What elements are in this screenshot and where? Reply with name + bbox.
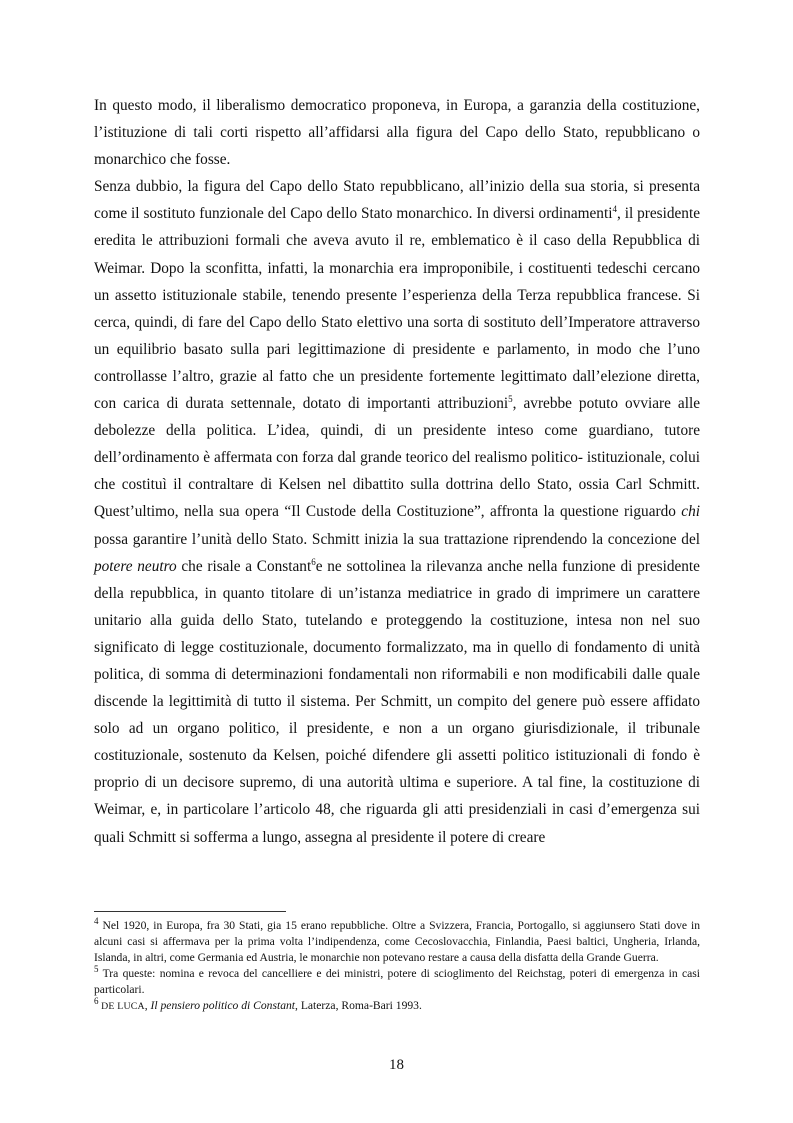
- footnote-text: Tra queste: nomina e revoca del cancelliere e dei ministri, potere di scioglimento del Reichstag, poteri di emergenza in casi particolari.: [94, 966, 700, 996]
- footnote-text: , Laterza, Roma-Bari 1993.: [295, 998, 422, 1012]
- footnote-number: 5: [94, 963, 99, 974]
- paragraph-2-text: possa garantire l’unità dello Stato. Schmitt inizia la sua trattazione riprendendo la concezione del: [94, 530, 700, 548]
- footnote-6: [94, 995, 700, 1015]
- footnote-text: ,: [144, 998, 151, 1012]
- footnote-number: 6: [94, 995, 99, 1006]
- page-number: 18: [389, 1057, 404, 1073]
- footnote-5: [94, 963, 700, 998]
- footnote-text: Nel 1920, in Europa, fra 30 Stati, gia 15 erano repubbliche. Oltre a Svizzera, Francia, Portogallo, si aggiunsero Stati dove in alcuni casi si affermava per la prima volta l’indipendenza, come Cecoslovacchia, Finlandia, Paesi baltici, Ungheria, Irlanda, Islanda, in altri, come Germania ed Austria, le monarchie non potevano restare a causa della disfatta della Grande Guerra.: [94, 919, 700, 964]
- paragraph-2-text: e ne sottolinea la rilevanza anche nella funzione di presidente della repubblica, in quanto titolare di un’istanza mediatrice in grado di imprimere un carattere unitario alla guida dello Stato, tutelando e proteggendo la costituzione, intesa non nel suo significato di legge costituzionale, documento formalizzato, ma in quello di fondamento di unità politica, di somma di determinazioni fondamentali non riformabili e non modificabili dalle quale discende la legittimità di tutto il sistema. Per Schmitt, un compito del genere può essere affidato solo ad un organo politico, il presidente, e non a un organo giurisdizionale, il tribunale costituzionale, sostenuto da Kelsen, poiché difendere gli assetti politico istituzionali di fondo è proprio di un decisore supremo, di una autorità ultima e superiore. A tal fine, la costituzione di Weimar, e, in particolare l’articolo 48, che riguarda gli atti presidenziali in casi d’emergenza sui quali Schmitt si sofferma a lungo, assegna al presidente il potere di creare: [94, 557, 700, 846]
- body-text: [94, 92, 700, 851]
- italic-potere-neutro: potere neutro: [94, 557, 177, 575]
- paragraph-2: [94, 173, 700, 850]
- italic-chi: chi: [681, 503, 700, 521]
- footnote-author: DE LUCA: [98, 1000, 145, 1012]
- footnote-separator: [94, 911, 286, 912]
- paragraph-1: In questo modo, il liberalismo democratico proponeva, in Europa, a garanzia della costituzione, l’istituzione di tali corti rispetto all’affidarsi alla figura del Capo dello Stato, repubblicano o monarchico che fosse.: [94, 97, 700, 169]
- footnote-title: Il pensiero politico di Constant: [150, 998, 296, 1012]
- footnote-4: [94, 918, 700, 966]
- paragraph-2-text: Senza dubbio, la figura del Capo dello Stato repubblicano, all’inizio della sua storia, si presenta come il sostituto funzionale del Capo dello Stato monarchico. In diversi ordinamenti: [94, 178, 700, 223]
- paragraph-2-text: che risale a Constant: [176, 557, 312, 575]
- footnote-ref-5: 5: [508, 393, 513, 404]
- footnote-ref-6: 6: [311, 556, 316, 567]
- paragraph-2-text: , avrebbe potuto ovviare alle debolezze della politica. L’idea, quindi, di un presidente inteso come guardiano, tutore dell’ordinamento è affermata con forza dal grande teorico del realismo politico- istituzionale, colui che costituì il contraltare di Kelsen nel dibattito sulla dottrina dello Stato, ossia Carl Schmitt. Quest’ultimo, nella sua opera “Il Custode della Costituzione”, affronta la questione riguardo: [94, 395, 700, 521]
- footnote-ref-4: 4: [612, 204, 617, 215]
- footnote-number: 4: [94, 916, 99, 927]
- paragraph-2-text: , il presidente eredita le attribuzioni formali che aveva avuto il re, emblematico è il caso della Repubblica di Weimar. Dopo la sconfitta, infatti, la monarchia era improponibile, i costituenti tedeschi cercano un assetto istituzionale stabile, tenendo presente l’esperienza della Terza repubblica francese. Si cerca, quindi, di fare del Capo dello Stato elettivo una sorta di sostituto dell’Imperatore attraverso un equilibrio basato sulla pari legittimazione di presidente e parlamento, in modo che l’uno controllasse l’altro, grazie al fatto che un presidente fortemente legittimato dall’elezione diretta, con carica di durata settennale, dotato di importanti attribuzioni: [94, 205, 700, 413]
- footnotes: [94, 918, 700, 1014]
